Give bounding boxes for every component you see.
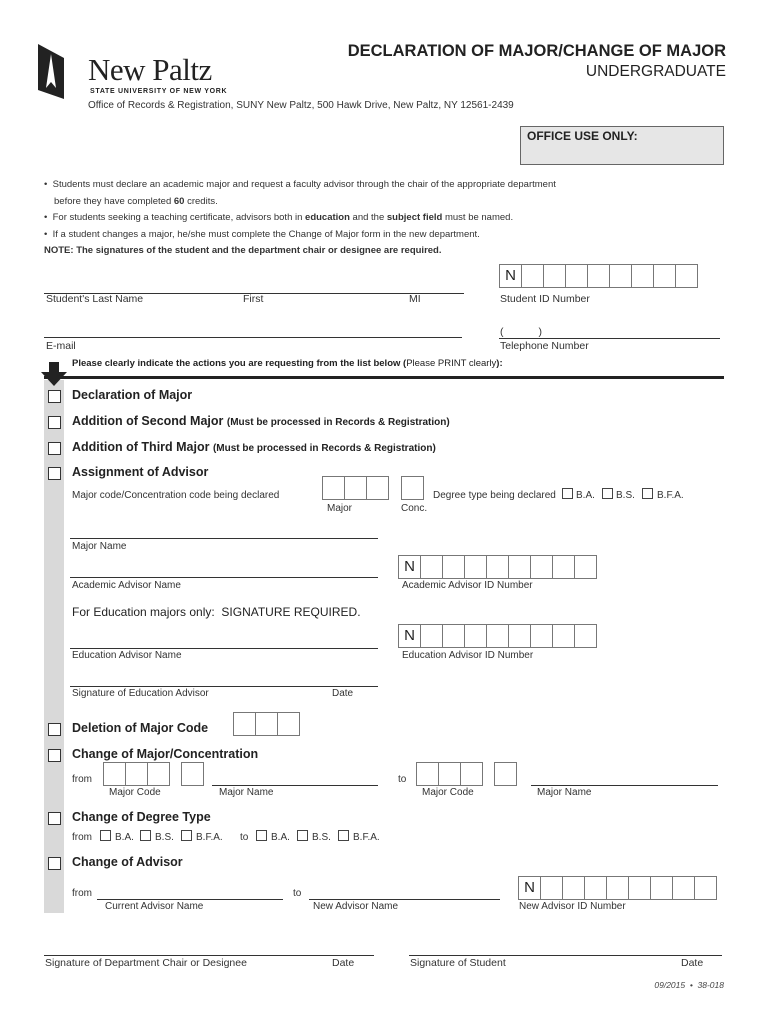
from-bs-label: B.S. <box>155 832 174 843</box>
academic-advisor-label: Academic Advisor Name <box>72 580 181 591</box>
advisor-label: Assignment of Advisor <box>72 465 209 479</box>
from-bfa-checkbox[interactable] <box>181 830 192 841</box>
from-ba-checkbox[interactable] <box>100 830 111 841</box>
change-advisor-label: Change of Advisor <box>72 855 183 869</box>
education-advisor-id-label: Education Advisor ID Number <box>402 650 534 661</box>
to-major-code-field[interactable] <box>416 762 482 786</box>
academic-advisor-id-field[interactable] <box>398 555 596 579</box>
advisor-checkbox[interactable] <box>48 467 61 480</box>
chair-date-label: Date <box>332 957 355 969</box>
bfa-label: B.F.A. <box>657 490 684 501</box>
from-bfa-label: B.F.A. <box>196 832 223 843</box>
section-rule <box>44 376 724 379</box>
from-major-name-line[interactable] <box>212 785 378 786</box>
degree-to-label: to <box>240 832 249 843</box>
ba-label: B.A. <box>576 490 595 501</box>
academic-advisor-id-label: Academic Advisor ID Number <box>402 580 533 591</box>
change-major-label: Change of Major/Concentration <box>72 747 259 761</box>
bfa-checkbox[interactable] <box>642 488 653 499</box>
major-name-line[interactable] <box>70 538 378 539</box>
first-name-label: First <box>243 293 264 305</box>
from-bs-checkbox[interactable] <box>140 830 151 841</box>
instruction-2: • For students seeking a teaching certificate, advisors both in education and the subject field must be named. <box>44 212 514 223</box>
education-advisor-line[interactable] <box>70 648 378 649</box>
n-prefix: N <box>398 624 421 648</box>
to-ba-checkbox[interactable] <box>256 830 267 841</box>
deletion-code-field[interactable] <box>233 712 299 736</box>
education-advisor-id-field[interactable] <box>398 624 596 648</box>
instruction-3: • If a student changes a major, he/she must complete the Change of Major form in the new department. <box>44 228 480 240</box>
advisor-to-label: to <box>293 888 302 899</box>
education-signature-label: Signature of Education Advisor <box>72 688 209 699</box>
degree-from-label: from <box>72 832 92 843</box>
education-signature-line[interactable] <box>70 686 378 687</box>
new-advisor-id-field[interactable] <box>518 876 716 900</box>
student-signature-line[interactable] <box>409 955 722 956</box>
education-date-label: Date <box>332 688 354 699</box>
to-bs-checkbox[interactable] <box>297 830 308 841</box>
to-major-code-label: Major Code <box>422 787 474 798</box>
change-degree-label: Change of Degree Type <box>72 810 211 824</box>
email-line[interactable] <box>44 337 462 338</box>
student-signature-label: Signature of Student <box>410 957 506 969</box>
major-sublabel: Major <box>327 503 353 514</box>
form-title: DECLARATION OF MAJOR/CHANGE OF MAJOR <box>347 42 726 60</box>
phone-line[interactable] <box>499 338 720 339</box>
degree-label: Degree type being declared <box>433 490 556 501</box>
instruction-1-cont: before they have completed 60 credits. <box>54 195 218 207</box>
advisor-from-label: from <box>72 888 92 899</box>
deletion-label: Deletion of Major Code <box>72 721 209 735</box>
education-advisor-label: Education Advisor Name <box>72 650 182 661</box>
declaration-checkbox[interactable] <box>48 390 61 403</box>
code-label: Major code/Concentration code being declared <box>72 490 280 501</box>
actions-instruction: Please clearly indicate the actions you are requesting from the list below (Please PRINT clearly): <box>72 358 503 369</box>
to-bfa-checkbox[interactable] <box>338 830 349 841</box>
academic-advisor-line[interactable] <box>70 577 378 578</box>
instruction-1: • Students must declare an academic major and request a faculty advisor through the chair of the appropriate department <box>44 179 556 190</box>
arrow-down-icon <box>41 362 67 386</box>
from-label: from <box>72 774 92 785</box>
to-bfa-label: B.F.A. <box>353 832 380 843</box>
to-major-name-label: Major Name <box>537 787 592 798</box>
telephone-label: Telephone Number <box>500 340 589 352</box>
form-code: 09/2015 • 38-018 <box>654 980 724 990</box>
major-code-field[interactable] <box>322 476 388 500</box>
current-advisor-line[interactable] <box>97 899 283 900</box>
new-advisor-line[interactable] <box>309 899 500 900</box>
change-major-checkbox[interactable] <box>48 749 61 762</box>
student-date-label: Date <box>681 957 704 969</box>
signature-note: NOTE: The signatures of the student and the department chair or designee are required. <box>44 245 442 256</box>
chair-signature-label: Signature of Department Chair or Designee <box>45 957 247 969</box>
conc-code-field[interactable] <box>401 476 423 500</box>
student-id-field[interactable] <box>499 264 697 288</box>
from-major-code-label: Major Code <box>109 787 161 798</box>
current-advisor-label: Current Advisor Name <box>105 901 204 912</box>
from-major-name-label: Major Name <box>219 787 274 798</box>
second-major-label: Addition of Second Major (Must be processed in Records & Registration) <box>72 414 450 428</box>
bs-label: B.S. <box>616 490 635 501</box>
third-major-checkbox[interactable] <box>48 442 61 455</box>
to-major-name-line[interactable] <box>531 785 718 786</box>
logo-subtitle: STATE UNIVERSITY OF NEW YORK <box>90 88 228 95</box>
n-prefix: N <box>499 264 522 288</box>
new-paltz-logo <box>38 44 228 104</box>
bs-checkbox[interactable] <box>602 488 613 499</box>
n-prefix: N <box>398 555 421 579</box>
from-ba-label: B.A. <box>115 832 134 843</box>
conc-sublabel: Conc. <box>401 503 428 514</box>
email-label: E-mail <box>46 340 76 352</box>
logo-name: New Paltz <box>88 52 212 87</box>
to-ba-label: B.A. <box>271 832 290 843</box>
to-label: to <box>398 774 407 785</box>
to-bs-label: B.S. <box>312 832 331 843</box>
n-prefix: N <box>518 876 541 900</box>
change-degree-checkbox[interactable] <box>48 812 61 825</box>
logo-mark-icon <box>38 44 64 99</box>
third-major-label: Addition of Third Major (Must be processed in Records & Registration) <box>72 440 436 454</box>
side-bar <box>44 380 64 913</box>
chair-signature-line[interactable] <box>44 955 374 956</box>
new-advisor-id-label: New Advisor ID Number <box>519 901 626 912</box>
declaration-label: Declaration of Major <box>72 388 193 402</box>
education-only-note: For Education majors only: SIGNATURE REQUIRED. <box>72 605 361 619</box>
instructions <box>44 177 556 260</box>
change-advisor-checkbox[interactable] <box>48 857 61 870</box>
form-subtitle: UNDERGRADUATE <box>585 63 726 80</box>
to-conc-code-field[interactable] <box>494 762 516 786</box>
office-use-box <box>520 126 724 165</box>
major-name-label: Major Name <box>72 541 127 552</box>
student-id-label: Student ID Number <box>500 293 590 305</box>
ba-checkbox[interactable] <box>562 488 573 499</box>
last-name-label: Student's Last Name <box>46 293 144 305</box>
office-use-label: OFFICE USE ONLY: <box>527 129 638 143</box>
second-major-checkbox[interactable] <box>48 416 61 429</box>
office-address: Office of Records & Registration, SUNY New Paltz, 500 Hawk Drive, New Paltz, NY 12561-2439 <box>88 100 514 111</box>
phone-parens: ( ) <box>500 326 542 338</box>
from-major-code-field[interactable] <box>103 762 169 786</box>
from-conc-code-field[interactable] <box>181 762 203 786</box>
mi-label: MI <box>409 293 421 305</box>
new-advisor-label: New Advisor Name <box>313 901 399 912</box>
deletion-checkbox[interactable] <box>48 723 61 736</box>
